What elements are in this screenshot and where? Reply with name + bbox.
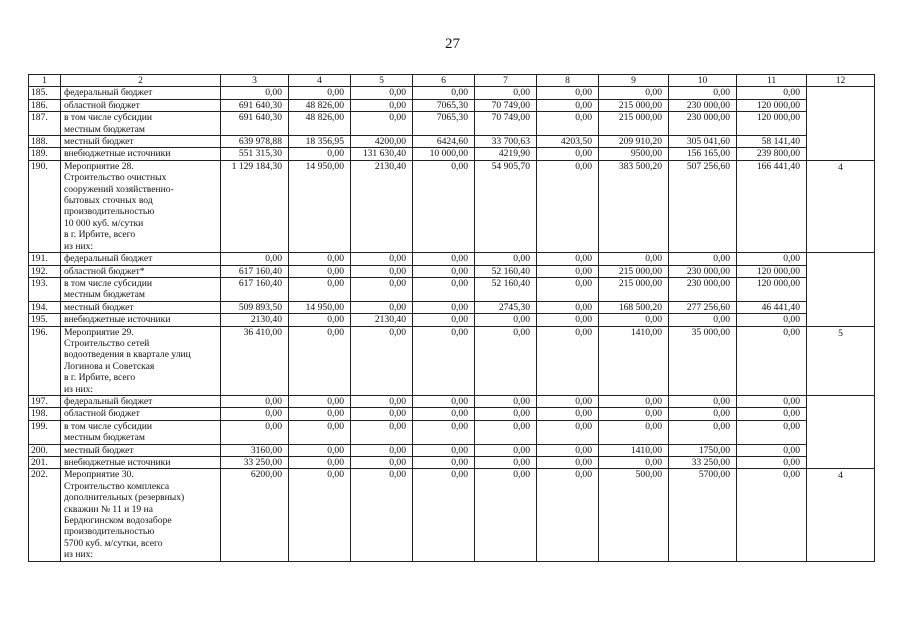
value-cell: 639 978,88 (221, 136, 289, 148)
row-name (61, 136, 221, 148)
value-cell: 54 905,70 (475, 160, 537, 252)
value-cell: 0,00 (537, 87, 599, 99)
value-cell: 9500,00 (599, 148, 669, 160)
row-name-line: скважин № 11 и 19 на (64, 503, 153, 515)
value-cell: 0,00 (537, 148, 599, 160)
row-name-line: федеральный бюджет (64, 253, 153, 265)
value-cell: 0,00 (221, 420, 289, 444)
value-cell: 0,00 (413, 469, 475, 561)
value-cell: 0,00 (599, 253, 669, 265)
value-cell: 0,00 (537, 253, 599, 265)
value-cell: 2745,30 (475, 301, 537, 313)
row-name-line: федеральный бюджет (64, 395, 153, 407)
value-cell: 617 160,40 (221, 277, 289, 301)
row-name (61, 87, 221, 99)
value-cell: 0,00 (537, 112, 599, 136)
value-cell: 0,00 (669, 420, 737, 444)
row-name (61, 408, 221, 420)
row-name-line: местный бюджет (64, 136, 134, 148)
value-cell: 507 256,60 (669, 160, 737, 252)
value-cell: 0,00 (221, 87, 289, 99)
value-cell: 0,00 (413, 253, 475, 265)
value-cell: 0,00 (599, 87, 669, 99)
value-cell: 0,00 (413, 160, 475, 252)
row-number: 189. (29, 148, 61, 160)
value-cell: 305 041,60 (669, 136, 737, 148)
row-name-line: Мероприятие 30. (64, 469, 134, 481)
row-name-line: дополнительных (резервных) (64, 492, 185, 504)
row-name-line: федеральный бюджет (64, 87, 153, 99)
value-cell: 0,00 (475, 408, 537, 420)
value-cell: 551 315,30 (221, 148, 289, 160)
header-cell: 6 (413, 75, 475, 87)
value-cell: 0,00 (669, 253, 737, 265)
table-row (29, 420, 875, 444)
value-cell: 2130,40 (351, 314, 413, 326)
value-cell: 0,00 (413, 277, 475, 301)
value-cell: 1410,00 (599, 326, 669, 395)
row-name-line: областной бюджет (64, 99, 140, 111)
table-row (29, 457, 875, 469)
table-row (29, 112, 875, 136)
value-cell: 70 749,00 (475, 112, 537, 136)
value-cell: 0,00 (413, 87, 475, 99)
row-name-line: местный бюджет (64, 301, 134, 313)
row-name-line: в том числе субсидии (64, 112, 152, 124)
value-cell: 131 630,40 (351, 148, 413, 160)
row-number: 186. (29, 99, 61, 111)
row-name-line: местный бюджет (64, 444, 134, 456)
row-number: 193. (29, 277, 61, 301)
row-name-line: местным бюджетам (64, 432, 145, 444)
value-cell: 0,00 (351, 112, 413, 136)
value-cell: 33 700,63 (475, 136, 537, 148)
value-cell: 0,00 (413, 314, 475, 326)
row-name-line: областной бюджет* (64, 265, 145, 277)
value-cell: 0,00 (289, 265, 351, 277)
row-number: 195. (29, 314, 61, 326)
value-cell: 0,00 (221, 408, 289, 420)
value-cell: 0,00 (289, 277, 351, 301)
value-cell: 6424,60 (413, 136, 475, 148)
page-number: 27 (445, 36, 460, 52)
header-cell: 9 (599, 75, 669, 87)
value-cell: 0,00 (413, 444, 475, 456)
row-name-line: в г. Ирбите, всего (64, 372, 136, 384)
value-cell: 70 749,00 (475, 99, 537, 111)
header-cell: 3 (221, 75, 289, 87)
header-cell: 8 (537, 75, 599, 87)
row-name-line: Строительство комплекса (64, 480, 170, 492)
row-name (61, 420, 221, 444)
header-cell: 4 (289, 75, 351, 87)
value-cell: 52 160,40 (475, 277, 537, 301)
value-cell: 4219,90 (475, 148, 537, 160)
value-cell: 6200,00 (221, 469, 289, 561)
header-cell: 1 (29, 75, 61, 87)
value-cell: 215 000,00 (599, 112, 669, 136)
value-cell: 0,00 (413, 326, 475, 395)
col12-cell: 4 (807, 160, 875, 252)
value-cell: 36 410,00 (221, 326, 289, 395)
value-cell: 0,00 (599, 457, 669, 469)
value-cell: 0,00 (475, 326, 537, 395)
table-row (29, 408, 875, 420)
value-cell: 120 000,00 (737, 112, 807, 136)
value-cell: 1410,00 (599, 444, 669, 456)
value-cell: 0,00 (599, 408, 669, 420)
value-cell: 58 141,40 (737, 136, 807, 148)
value-cell: 0,00 (537, 395, 599, 407)
value-cell: 0,00 (537, 99, 599, 111)
value-cell: 0,00 (599, 420, 669, 444)
row-name-line: из них: (64, 240, 94, 252)
row-name-line: 10 000 куб. м/сутки (64, 217, 144, 229)
table-row (29, 136, 875, 148)
table-row (29, 148, 875, 160)
row-name-line: 5700 куб. м/сутки, всего (64, 537, 163, 549)
value-cell: 0,00 (537, 408, 599, 420)
value-cell: 7065,30 (413, 99, 475, 111)
value-cell: 0,00 (537, 444, 599, 456)
value-cell: 0,00 (289, 148, 351, 160)
value-cell: 4203,50 (537, 136, 599, 148)
header-cell: 2 (61, 75, 221, 87)
col12-cell (807, 395, 875, 468)
row-number: 199. (29, 420, 61, 444)
value-cell: 0,00 (537, 277, 599, 301)
value-cell: 0,00 (537, 326, 599, 395)
row-name-line: внебюджетные источники (64, 457, 171, 468)
row-name-line: Логинова и Советская (64, 360, 155, 372)
row-name-line: из них: (64, 549, 94, 561)
row-number: 202. (29, 469, 61, 561)
row-name-line: в том числе субсидии (64, 277, 152, 289)
value-cell: 500,00 (599, 469, 669, 561)
value-cell: 156 165,00 (669, 148, 737, 160)
value-cell: 0,00 (413, 395, 475, 407)
value-cell: 48 826,00 (289, 112, 351, 136)
col12-cell: 5 (807, 326, 875, 395)
value-cell: 0,00 (289, 87, 351, 99)
value-cell: 0,00 (537, 469, 599, 561)
row-name-line: Строительство очистных (64, 172, 167, 184)
value-cell: 239 800,00 (737, 148, 807, 160)
row-name (61, 112, 221, 136)
row-name-line: бытовых сточных вод (64, 195, 153, 207)
table-row (29, 253, 875, 265)
value-cell: 0,00 (289, 314, 351, 326)
value-cell: 120 000,00 (737, 99, 807, 111)
value-cell: 2130,40 (351, 160, 413, 252)
row-number: 185. (29, 87, 61, 99)
value-cell: 0,00 (537, 301, 599, 313)
value-cell: 14 950,00 (289, 301, 351, 313)
value-cell: 52 160,40 (475, 265, 537, 277)
value-cell: 0,00 (413, 420, 475, 444)
row-number: 200. (29, 444, 61, 456)
value-cell: 0,00 (413, 265, 475, 277)
row-name-line: внебюджетные источники (64, 148, 171, 160)
value-cell: 33 250,00 (221, 457, 289, 469)
header-cell: 7 (475, 75, 537, 87)
value-cell: 617 160,40 (221, 265, 289, 277)
value-cell: 0,00 (599, 314, 669, 326)
value-cell: 0,00 (475, 469, 537, 561)
row-number: 197. (29, 395, 61, 407)
value-cell: 0,00 (351, 87, 413, 99)
value-cell: 0,00 (289, 408, 351, 420)
table-row (29, 160, 875, 252)
value-cell: 18 356,95 (289, 136, 351, 148)
value-cell: 35 000,00 (669, 326, 737, 395)
value-cell: 215 000,00 (599, 277, 669, 301)
value-cell: 0,00 (669, 87, 737, 99)
value-cell: 0,00 (737, 444, 807, 456)
row-name-line: Мероприятие 28. (64, 160, 134, 172)
row-name-line: производительностью (64, 526, 155, 538)
row-number: 190. (29, 160, 61, 252)
value-cell: 0,00 (351, 444, 413, 456)
col12-cell (807, 87, 875, 160)
value-cell: 0,00 (289, 253, 351, 265)
row-number: 191. (29, 253, 61, 265)
row-name-line: в г. Ирбите, всего (64, 229, 136, 241)
value-cell: 14 950,00 (289, 160, 351, 252)
row-number: 201. (29, 457, 61, 469)
table-header-row (29, 75, 875, 87)
value-cell: 0,00 (475, 420, 537, 444)
table-row (29, 444, 875, 456)
value-cell: 1 129 184,30 (221, 160, 289, 252)
value-cell: 509 893,50 (221, 301, 289, 313)
value-cell: 0,00 (289, 326, 351, 395)
row-name-line: областной бюджет (64, 408, 140, 420)
col12-cell: 4 (807, 469, 875, 561)
value-cell: 0,00 (737, 408, 807, 420)
value-cell: 0,00 (221, 253, 289, 265)
row-number: 188. (29, 136, 61, 148)
value-cell: 230 000,00 (669, 277, 737, 301)
table-row (29, 265, 875, 277)
header-cell: 11 (737, 75, 807, 87)
value-cell: 383 500,20 (599, 160, 669, 252)
header-cell: 12 (807, 75, 875, 87)
value-cell: 0,00 (737, 457, 807, 469)
value-cell: 0,00 (737, 395, 807, 407)
value-cell: 0,00 (289, 395, 351, 407)
value-cell: 0,00 (737, 469, 807, 561)
value-cell: 0,00 (737, 420, 807, 444)
row-name-line: из них: (64, 383, 94, 395)
value-cell: 46 441,40 (737, 301, 807, 313)
value-cell: 3160,00 (221, 444, 289, 456)
row-name-line: местным бюджетам (64, 123, 145, 135)
row-name (61, 469, 221, 561)
value-cell: 0,00 (475, 444, 537, 456)
value-cell: 0,00 (289, 420, 351, 444)
value-cell: 0,00 (475, 314, 537, 326)
row-number: 187. (29, 112, 61, 136)
value-cell: 0,00 (351, 301, 413, 313)
value-cell: 0,00 (351, 469, 413, 561)
table-row (29, 314, 875, 326)
row-name (61, 277, 221, 301)
value-cell: 0,00 (669, 395, 737, 407)
value-cell: 0,00 (537, 457, 599, 469)
row-number: 198. (29, 408, 61, 420)
value-cell: 0,00 (475, 87, 537, 99)
value-cell: 0,00 (351, 420, 413, 444)
value-cell: 0,00 (475, 395, 537, 407)
value-cell: 0,00 (289, 444, 351, 456)
row-name (61, 160, 221, 252)
value-cell: 230 000,00 (669, 265, 737, 277)
value-cell: 0,00 (289, 469, 351, 561)
table-row (29, 326, 875, 395)
row-name-line: производительностью (64, 206, 155, 218)
value-cell: 0,00 (537, 314, 599, 326)
value-cell: 5700,00 (669, 469, 737, 561)
value-cell: 209 910,20 (599, 136, 669, 148)
table-row (29, 301, 875, 313)
table-row (29, 99, 875, 111)
row-name (61, 301, 221, 313)
value-cell: 0,00 (737, 314, 807, 326)
row-name-line: Строительство сетей (64, 337, 150, 349)
value-cell: 0,00 (599, 395, 669, 407)
value-cell: 0,00 (669, 314, 737, 326)
value-cell: 4200,00 (351, 136, 413, 148)
value-cell: 691 640,30 (221, 99, 289, 111)
table-row (29, 277, 875, 301)
value-cell: 0,00 (351, 457, 413, 469)
row-name (61, 326, 221, 395)
table-row (29, 469, 875, 561)
row-name (61, 253, 221, 265)
row-name (61, 265, 221, 277)
header-cell: 5 (351, 75, 413, 87)
value-cell: 168 500,20 (599, 301, 669, 313)
value-cell: 7065,30 (413, 112, 475, 136)
row-name-line: в том числе субсидии (64, 420, 152, 432)
value-cell: 10 000,00 (413, 148, 475, 160)
value-cell: 0,00 (351, 99, 413, 111)
value-cell: 0,00 (413, 408, 475, 420)
value-cell: 0,00 (413, 301, 475, 313)
row-name-line: сооружений хозяйственно- (64, 183, 174, 195)
value-cell: 0,00 (351, 408, 413, 420)
value-cell: 120 000,00 (737, 265, 807, 277)
value-cell: 0,00 (669, 408, 737, 420)
value-cell: 0,00 (537, 420, 599, 444)
value-cell: 0,00 (475, 457, 537, 469)
value-cell: 691 640,30 (221, 112, 289, 136)
budget-table (28, 74, 875, 562)
value-cell: 0,00 (221, 395, 289, 407)
value-cell: 48 826,00 (289, 99, 351, 111)
row-name (61, 444, 221, 456)
value-cell: 2130,40 (221, 314, 289, 326)
row-number: 192. (29, 265, 61, 277)
row-name-line: водоотведения в квартале улиц (64, 349, 191, 361)
value-cell: 0,00 (537, 160, 599, 252)
value-cell: 277 256,60 (669, 301, 737, 313)
value-cell: 230 000,00 (669, 99, 737, 111)
row-number: 196. (29, 326, 61, 395)
row-number: 194. (29, 301, 61, 313)
value-cell: 0,00 (351, 253, 413, 265)
value-cell: 0,00 (351, 265, 413, 277)
value-cell: 0,00 (737, 253, 807, 265)
value-cell: 166 441,40 (737, 160, 807, 252)
value-cell: 0,00 (475, 253, 537, 265)
value-cell: 1750,00 (669, 444, 737, 456)
value-cell: 0,00 (537, 265, 599, 277)
row-name (61, 395, 221, 407)
value-cell: 0,00 (351, 326, 413, 395)
row-name-line: внебюджетные источники (64, 314, 171, 326)
table-row (29, 395, 875, 407)
row-name (61, 457, 221, 469)
row-name (61, 148, 221, 160)
table-row (29, 87, 875, 99)
header-cell: 10 (669, 75, 737, 87)
row-name-line: Бердюгинском водозаборе (64, 515, 172, 527)
value-cell: 0,00 (289, 457, 351, 469)
value-cell: 0,00 (413, 457, 475, 469)
row-name (61, 99, 221, 111)
row-name (61, 314, 221, 326)
value-cell: 0,00 (351, 395, 413, 407)
value-cell: 120 000,00 (737, 277, 807, 301)
value-cell: 0,00 (351, 277, 413, 301)
value-cell: 0,00 (737, 326, 807, 395)
value-cell: 33 250,00 (669, 457, 737, 469)
value-cell: 0,00 (737, 87, 807, 99)
col12-cell (807, 253, 875, 326)
value-cell: 230 000,00 (669, 112, 737, 136)
value-cell: 215 000,00 (599, 99, 669, 111)
row-name-line: местным бюджетам (64, 289, 145, 301)
row-name-line: Мероприятие 29. (64, 326, 134, 338)
value-cell: 215 000,00 (599, 265, 669, 277)
